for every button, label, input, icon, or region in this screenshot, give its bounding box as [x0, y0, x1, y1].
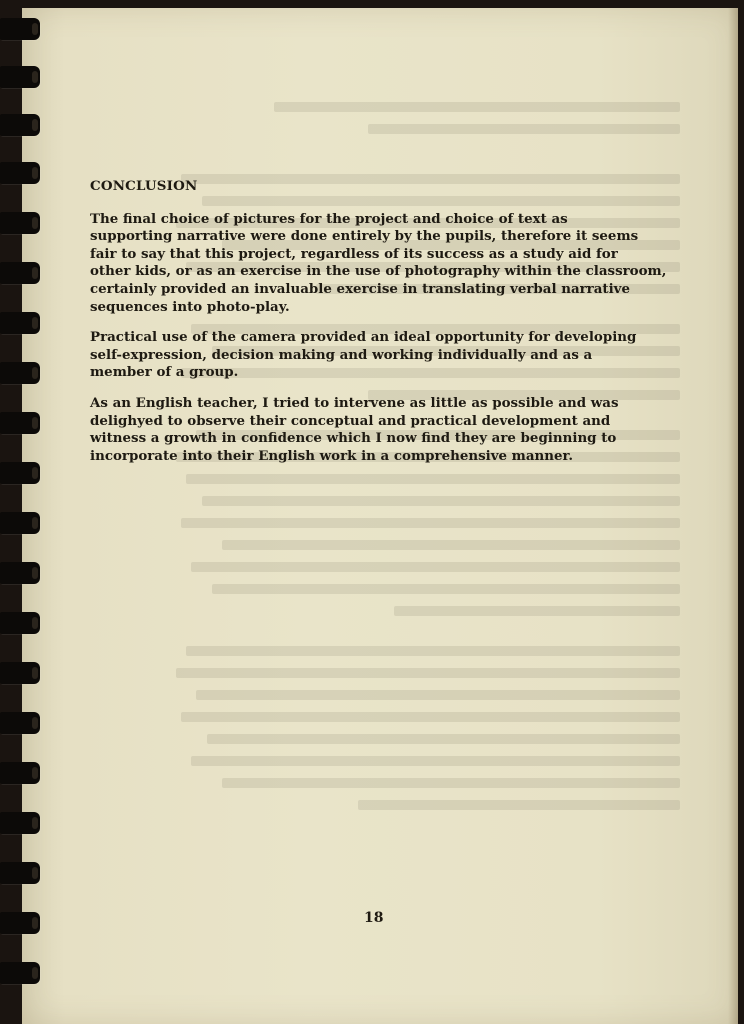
spiral-coil	[0, 512, 40, 534]
spiral-coil	[0, 662, 40, 684]
spiral-coil	[0, 712, 40, 734]
page-number: 18	[364, 910, 384, 926]
spiral-coil	[0, 212, 40, 234]
section-heading: CONCLUSION	[90, 178, 198, 194]
spiral-binding	[0, 0, 44, 1024]
spiral-coil	[0, 612, 40, 634]
spiral-coil	[0, 362, 40, 384]
spiral-coil	[0, 66, 40, 88]
spiral-coil	[0, 762, 40, 784]
spiral-coil	[0, 412, 40, 434]
spiral-coil	[0, 812, 40, 834]
spiral-coil	[0, 162, 40, 184]
spiral-coil	[0, 962, 40, 984]
paragraph-conclusion-1: The final choice of pictures for the project and choice of text as supporting narrative were done entirely by the pupils, therefore it seems fair to say that this project, regardless of its success as a study aid for other kids, or as an exercise in the use of photography within the classroom, certainly provided an invaluable exercise in translating verbal narrative sequences into photo-play.	[90, 210, 667, 315]
spiral-coil	[0, 262, 40, 284]
paper-sheet	[22, 8, 738, 1024]
spiral-coil	[0, 862, 40, 884]
spiral-coil	[0, 114, 40, 136]
paper-edge-shadow	[728, 8, 738, 1024]
paragraph-conclusion-2: Practical use of the camera provided an ideal opportunity for developing self-expression, decision making and working individually and as a member of a group.	[90, 329, 637, 381]
paragraph-conclusion-3: As an English teacher, I tried to intervene as little as possible and was delighyed to observe their conceptual and practical development and witness a growth in confidence which I now find they are beginning to incorporate into their English work in a comprehensive manner.	[90, 394, 619, 464]
page-content	[90, 178, 670, 478]
spiral-coil	[0, 312, 40, 334]
spiral-coil	[0, 462, 40, 484]
spiral-coil	[0, 562, 40, 584]
spiral-coil	[0, 18, 40, 40]
spiral-coil	[0, 912, 40, 934]
